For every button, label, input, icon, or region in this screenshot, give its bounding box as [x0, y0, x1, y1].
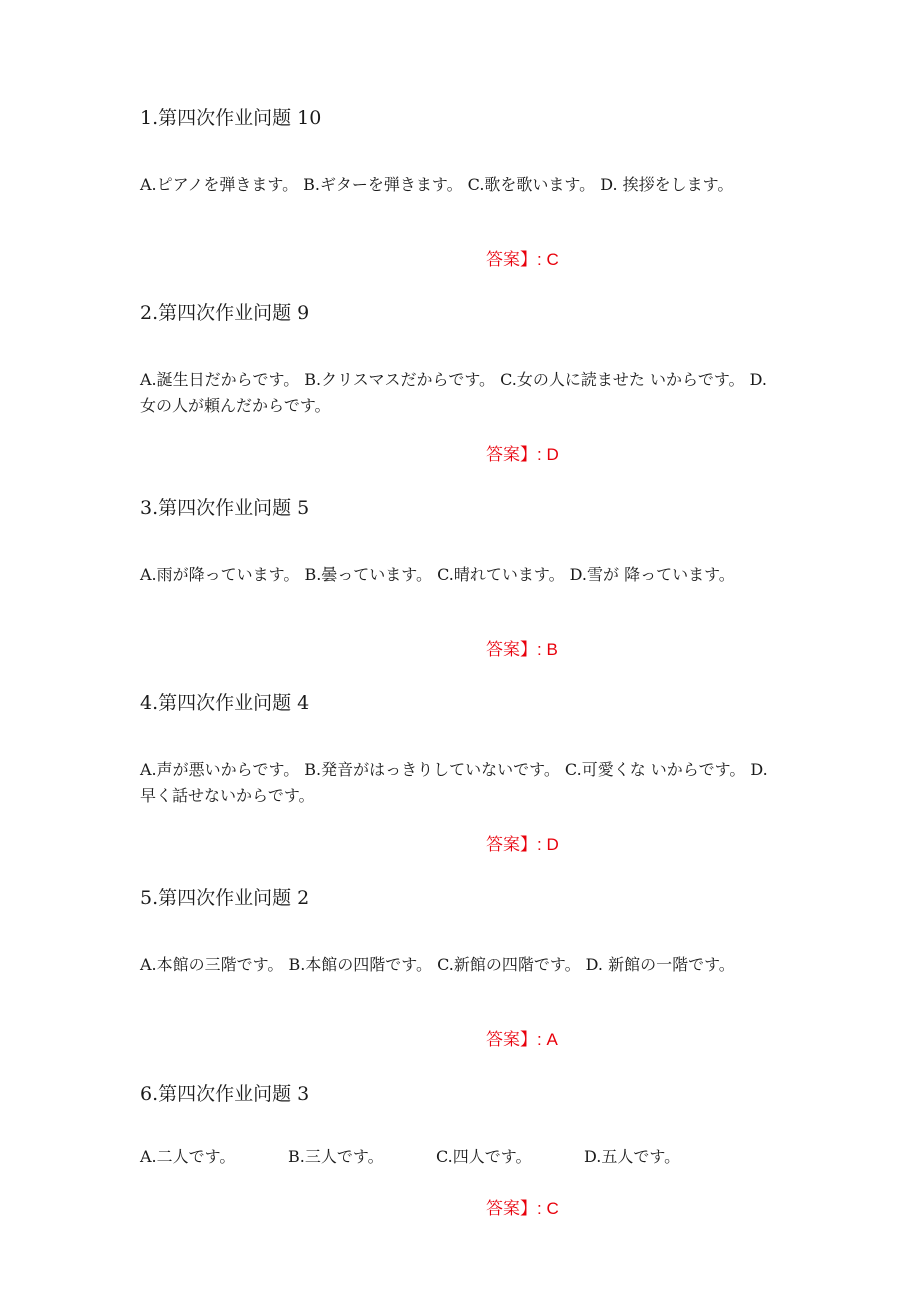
question-2: [140, 301, 780, 415]
question-title: 4.第四次作业问题 4: [140, 692, 310, 714]
answer-line: 答案】: D: [486, 835, 559, 854]
question-title: 6.第四次作业问题 3: [140, 1083, 310, 1105]
option-b: B.三人です。: [288, 1147, 384, 1166]
answer-line: 答案】: C: [486, 250, 559, 269]
question-5: [140, 886, 780, 974]
question-options: A.雨が降っています。 B.曇っています。 C.晴れています。 D.雪が 降っています。: [140, 565, 735, 584]
question-options: A.誕生日だからです。 B.クリスマスだからです。 C.女の人に読ませた いからです。 D.女の人が頼んだからです。: [140, 370, 767, 415]
question-title: 2.第四次作业问题 9: [140, 302, 310, 324]
question-4: [140, 691, 780, 805]
answer-line: 答案】: B: [486, 640, 558, 659]
question-1: [140, 106, 780, 194]
option-a: A.二人です。: [140, 1147, 236, 1166]
question-3: [140, 496, 780, 584]
answer-line: 答案】: A: [486, 1030, 558, 1049]
question-options: A.ピアノを弾きます。 B.ギターを弾きます。 C.歌を歌います。 D. 挨拶をします。: [140, 175, 734, 194]
option-c: C.四人です。: [436, 1147, 532, 1166]
question-title: 5.第四次作业问题 2: [140, 887, 310, 909]
question-title: 3.第四次作业问题 5: [140, 497, 310, 519]
question-options: A.声が悪いからです。 B.発音がはっきりしていないです。 C.可愛くな いからです。 D.早く話せないからです。: [140, 760, 768, 805]
question-title: 1.第四次作业问题 10: [140, 107, 322, 129]
question-options: [140, 1144, 780, 1170]
answer-line: 答案】: C: [486, 1199, 559, 1218]
option-d: D.五人です。: [584, 1147, 681, 1166]
answer-line: 答案】: D: [486, 445, 559, 464]
question-6: [140, 1082, 780, 1166]
question-options: A.本館の三階です。 B.本館の四階です。 C.新館の四階です。 D. 新館の一階です。: [140, 955, 735, 974]
